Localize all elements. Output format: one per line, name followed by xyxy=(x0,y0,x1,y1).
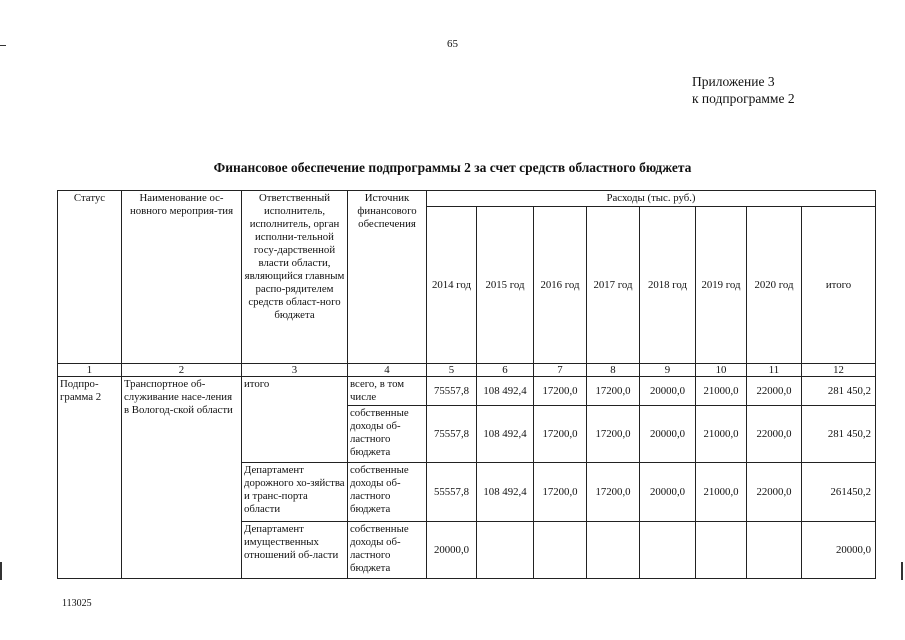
source-cell: собственные доходы об-ластного бюджета xyxy=(348,522,427,579)
header-year: 2014 год xyxy=(427,207,477,364)
header-year: 2019 год xyxy=(696,207,747,364)
executor-cell: Департамент имущественных отношений об-ласти xyxy=(242,522,348,579)
value-cell: 22000,0 xyxy=(747,463,802,522)
value-cell: 17200,0 xyxy=(534,406,587,463)
value-cell xyxy=(747,522,802,579)
value-cell: 108 492,4 xyxy=(477,406,534,463)
column-number: 10 xyxy=(696,364,747,377)
column-number: 4 xyxy=(348,364,427,377)
document-title: Финансовое обеспечение подпрограммы 2 за счет средств областного бюджета xyxy=(213,160,692,175)
header-year: 2015 год xyxy=(477,207,534,364)
value-cell: 20000,0 xyxy=(640,463,696,522)
column-number: 12 xyxy=(802,364,876,377)
column-number: 7 xyxy=(534,364,587,377)
column-number-row xyxy=(58,364,876,377)
value-cell: 20000,0 xyxy=(427,522,477,579)
column-number: 2 xyxy=(122,364,242,377)
appendix-note xyxy=(692,73,795,107)
column-number: 11 xyxy=(747,364,802,377)
source-cell: собственные доходы об-ластного бюджета xyxy=(348,463,427,522)
value-cell: 55557,8 xyxy=(427,463,477,522)
value-cell: 21000,0 xyxy=(696,406,747,463)
financing-table xyxy=(57,190,876,579)
column-number: 3 xyxy=(242,364,348,377)
value-cell xyxy=(640,522,696,579)
page-number: 65 xyxy=(447,38,458,50)
source-cell: собственные доходы об-ластного бюджета xyxy=(348,406,427,463)
value-cell: 108 492,4 xyxy=(477,463,534,522)
header-year: 2016 год xyxy=(534,207,587,364)
value-cell: 21000,0 xyxy=(696,463,747,522)
column-number: 6 xyxy=(477,364,534,377)
header-year: 2020 год xyxy=(747,207,802,364)
value-cell: 20000,0 xyxy=(640,406,696,463)
value-cell: 17200,0 xyxy=(587,377,640,406)
program-event: Транспортное об-служивание насе-ления в Вологод-ской области xyxy=(122,377,242,579)
scan-mark xyxy=(901,562,903,580)
executor-cell: Департамент дорожного хо-зяйства и транс-порта области xyxy=(242,463,348,522)
column-number: 5 xyxy=(427,364,477,377)
appendix-line-2: к подпрограмме 2 xyxy=(692,91,795,106)
column-number: 1 xyxy=(58,364,122,377)
header-executor: Ответственный исполнитель, исполнитель, орган исполни-тельной госу-дарственной власти области, являющийся главным распо-рядителем средств област-ного бюджета xyxy=(242,191,348,364)
value-cell xyxy=(587,522,640,579)
value-cell xyxy=(534,522,587,579)
value-cell: 17200,0 xyxy=(534,377,587,406)
header-event: Наименование ос-новного мероприя-тия xyxy=(122,191,242,364)
value-cell: 17200,0 xyxy=(587,406,640,463)
header-expenses: Расходы (тыс. руб.) xyxy=(427,191,876,207)
value-cell: 20000,0 xyxy=(640,377,696,406)
value-cell: 108 492,4 xyxy=(477,377,534,406)
value-cell: 21000,0 xyxy=(696,377,747,406)
header-row xyxy=(58,191,876,207)
value-cell: 17200,0 xyxy=(534,463,587,522)
header-status: Статус xyxy=(58,191,122,364)
value-cell xyxy=(696,522,747,579)
value-cell xyxy=(477,522,534,579)
total-cell: 281 450,2 xyxy=(802,377,876,406)
total-cell: 261450,2 xyxy=(802,463,876,522)
program-status: Подпро-грамма 2 xyxy=(58,377,122,579)
source-cell: всего, в том числе xyxy=(348,377,427,406)
total-cell: 281 450,2 xyxy=(802,406,876,463)
header-source: Источник финансового обеспечения xyxy=(348,191,427,364)
executor-cell: итого xyxy=(242,377,348,463)
value-cell: 17200,0 xyxy=(587,463,640,522)
table-row xyxy=(58,377,876,406)
column-number: 9 xyxy=(640,364,696,377)
header-year: 2017 год xyxy=(587,207,640,364)
scan-mark xyxy=(0,562,2,580)
column-number: 8 xyxy=(587,364,640,377)
footer-code: 113025 xyxy=(62,598,92,609)
header-year: 2018 год xyxy=(640,207,696,364)
appendix-line-1: Приложение 3 xyxy=(692,74,775,89)
scan-mark xyxy=(0,45,6,46)
value-cell: 75557,8 xyxy=(427,377,477,406)
value-cell: 22000,0 xyxy=(747,377,802,406)
value-cell: 75557,8 xyxy=(427,406,477,463)
header-total: итого xyxy=(802,207,876,364)
value-cell: 22000,0 xyxy=(747,406,802,463)
total-cell: 20000,0 xyxy=(802,522,876,579)
